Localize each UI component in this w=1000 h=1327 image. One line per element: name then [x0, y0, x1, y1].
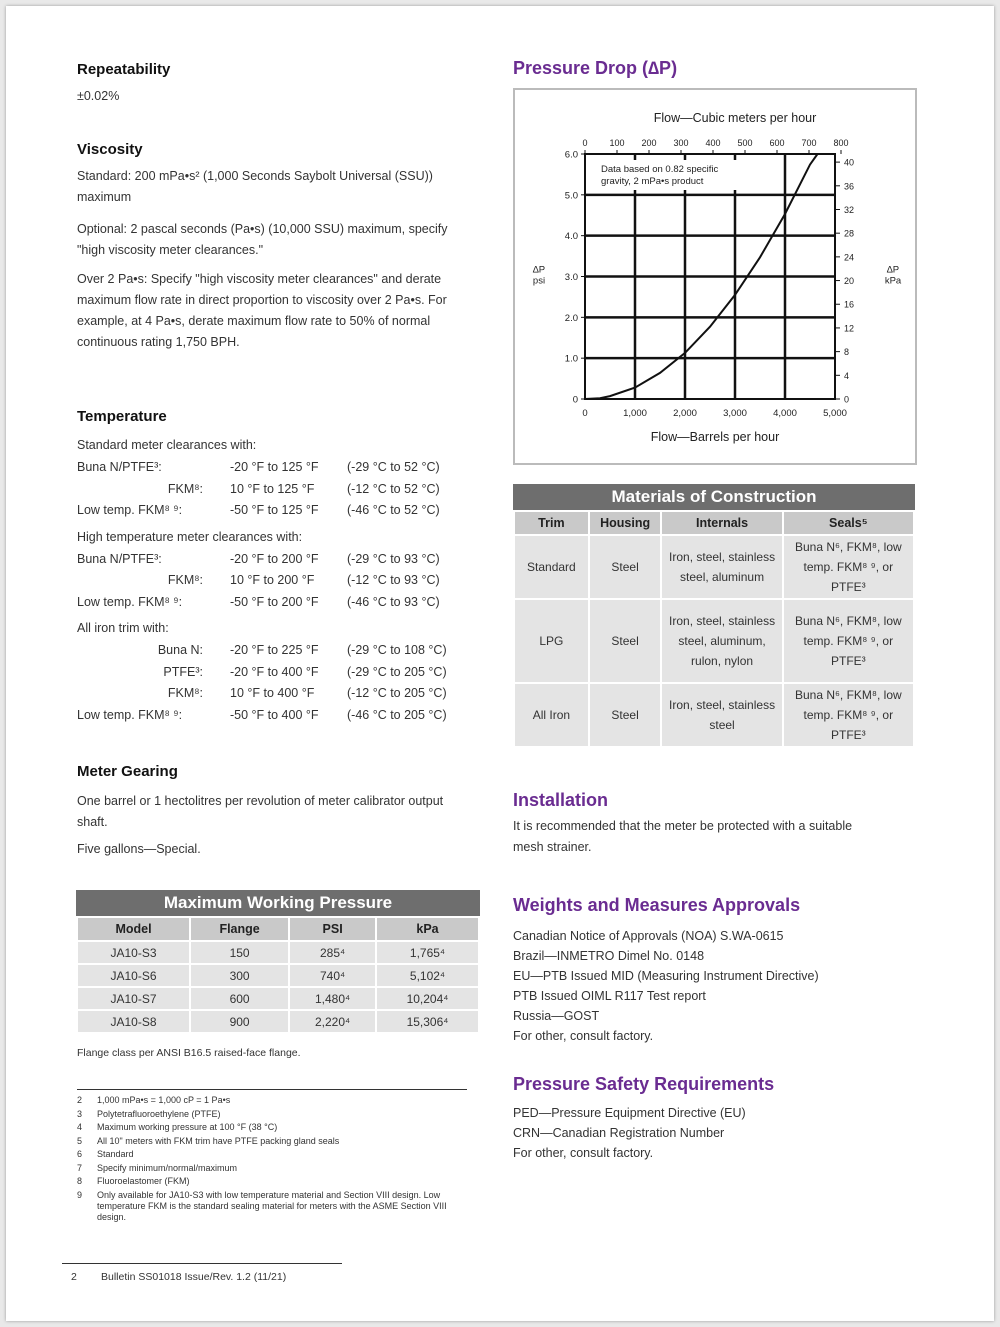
footnote-text: Specify minimum/normal/maximum: [97, 1162, 238, 1173]
y-tick-label: 4.0: [564, 231, 578, 243]
temperature-row: [77, 552, 477, 572]
materials-column-header: Internals: [662, 512, 781, 534]
y2-tick-label: 16: [844, 299, 855, 310]
viscosity-heading: Viscosity: [77, 141, 143, 158]
footnote: [77, 1122, 477, 1133]
approval-item: Brazil—INMETRO Dimel No. 0148: [513, 949, 705, 963]
materials-cell: Iron, steel, stainless steel, aluminum: [662, 536, 781, 598]
footer-divider: [62, 1263, 342, 1264]
mwp-cell: 600: [191, 988, 288, 1009]
document-page: [6, 6, 994, 1321]
installation-text: It is recommended that the meter be protected with a suitable mesh strainer.: [513, 819, 853, 854]
footnote-number: 7: [77, 1162, 83, 1173]
footnote: [77, 1095, 477, 1106]
max-working-pressure-table: [76, 890, 480, 1034]
footnote: [77, 1163, 477, 1174]
materials-cell: Buna N⁶, FKM⁸, low temp. FKM⁸ ⁹, or PTFE³: [784, 684, 913, 746]
temperature-fahrenheit: 10 °F to 200 °F: [230, 573, 315, 587]
approval-item: PTB Issued OIML R117 Test report: [513, 989, 706, 1003]
footnote-text: Standard: [97, 1149, 134, 1159]
y-tick-label: 2.0: [564, 312, 578, 324]
chart-title: Flow—Cubic meters per hour: [653, 111, 817, 125]
annotation-line: Data based on 0.82 specific: [601, 164, 719, 175]
temperature-celsius: (-46 °C to 205 °C): [347, 707, 447, 722]
temperature-celsius: (-12 °C to 93 °C): [347, 573, 440, 587]
x2-tick-label: 500: [737, 138, 753, 148]
repeatability-value: ±0.02%: [77, 89, 120, 103]
materials-cell: LPG: [515, 600, 588, 682]
viscosity-optional: Optional: 2 pascal seconds (Pa•s) (10,000 SSU) maximum, specify "high viscosity meter clearances.": [77, 222, 448, 257]
viscosity-over-2: Over 2 Pa•s: Specify "high viscosity meter clearances" and derate maximum flow rate in direct proportion to viscosity over 2 Pa•s. For example, at 4 Pa•s, derate maximum flow rate to 50% of normal continuous rating 1,750 BPH.: [77, 272, 447, 349]
meter-gearing-heading: Meter Gearing: [77, 763, 178, 780]
footnote-number: 5: [77, 1135, 83, 1146]
temperature-row: [77, 503, 477, 523]
y2-tick-label: 24: [844, 252, 855, 263]
footnote-number: 6: [77, 1149, 83, 1159]
temperature-fahrenheit: 10 °F to 400 °F: [230, 686, 315, 700]
materials-table: [513, 484, 915, 748]
temperature-celsius: (-29 °C to 52 °C): [347, 460, 440, 474]
mwp-cell: 740⁴: [290, 965, 375, 986]
temperature-row: [77, 595, 477, 615]
temperature-celsius: (-12 °C to 52 °C): [347, 481, 440, 496]
weights-measures-list: [513, 926, 819, 1046]
pressure-drop-chart-frame: [513, 88, 917, 465]
temperature-fahrenheit: 10 °F to 125 °F: [230, 481, 315, 496]
temperature-material: FKM⁸:: [167, 573, 203, 587]
mwp-cell: JA10-S3: [78, 942, 189, 963]
temperature-row: [77, 643, 477, 663]
y-tick-label: 0: [572, 394, 578, 406]
approval-item: Canadian Notice of Approvals (NOA) S.WA-0615: [513, 929, 784, 943]
temperature-material: Low temp. FKM⁸ ⁹:: [77, 594, 183, 609]
materials-cell: All Iron: [515, 684, 588, 746]
footnote: [77, 1109, 477, 1120]
x2-tick-label: 700: [801, 138, 817, 148]
flange-note: Flange class per ANSI B16.5 raised-face flange.: [77, 1047, 301, 1059]
temperature-celsius: (-29 °C to 93 °C): [347, 551, 440, 566]
materials-cell: Standard: [515, 536, 588, 598]
mwp-cell: 5,102⁴: [377, 965, 478, 986]
footnote-text: 1,000 mPa•s = 1,000 cP = 1 Pa•s: [97, 1095, 231, 1105]
mwp-column-header: Flange: [191, 918, 288, 940]
approval-item: Russia—GOST: [513, 1009, 600, 1023]
temperature-fahrenheit: -50 °F to 200 °F: [230, 594, 319, 609]
temperature-row: [77, 460, 477, 480]
temperature-material: FKM⁸:: [167, 481, 203, 496]
bulletin-ref: Bulletin SS01018 Issue/Rev. 1.2 (11/21): [101, 1271, 287, 1283]
y2-tick-label: 4: [844, 370, 850, 381]
temperature-row: [77, 665, 477, 685]
temperature-list: [77, 438, 477, 738]
footnote-number: 4: [77, 1122, 83, 1132]
mwp-cell: 285⁴: [290, 942, 375, 963]
weights-measures-heading: Weights and Measures Approvals: [513, 895, 801, 915]
materials-column-header: Seals⁵: [784, 512, 913, 534]
mwp-cell: 1,765⁴: [377, 942, 478, 963]
temperature-celsius: (-12 °C to 205 °C): [347, 686, 447, 700]
materials-cell: Iron, steel, stainless steel: [662, 684, 781, 746]
temperature-fahrenheit: -50 °F to 125 °F: [230, 503, 319, 517]
mwp-cell: JA10-S6: [78, 965, 189, 986]
x2-tick-label: 0: [582, 138, 588, 148]
mwp-column-header: Model: [78, 918, 189, 940]
temperature-group-title: High temperature meter clearances with:: [77, 529, 303, 544]
requirement-item: For other, consult factory.: [513, 1146, 654, 1160]
mwp-cell: 2,220⁴: [290, 1011, 375, 1032]
y-tick-label: 5.0: [564, 190, 578, 202]
footnote-number: 8: [77, 1176, 83, 1186]
mwp-cell: 15,306⁴: [377, 1011, 478, 1032]
temperature-celsius: (-29 °C to 205 °C): [347, 664, 447, 679]
materials-column-header: Trim: [515, 512, 588, 534]
page-number: 2: [71, 1271, 77, 1283]
temperature-material: FKM⁸:: [167, 686, 203, 700]
temperature-celsius: (-46 °C to 52 °C): [347, 503, 440, 517]
temperature-fahrenheit: -20 °F to 200 °F: [230, 551, 319, 566]
temperature-row: [77, 573, 477, 593]
mwp-column-header: kPa: [377, 918, 478, 940]
y-axis-label-part: ∆P: [532, 264, 546, 276]
mwp-cell: JA10-S7: [78, 988, 189, 1009]
viscosity-standard: Standard: 200 mPa•s² (1,000 Seconds Saybolt Universal (SSU)) maximum: [77, 169, 433, 204]
pressure-drop-chart: [515, 90, 915, 463]
y2-tick-label: 28: [844, 228, 855, 239]
footnote: [77, 1136, 477, 1147]
pressure-drop-heading: Pressure Drop (∆P): [513, 58, 678, 78]
y-axis-label-part: psi: [532, 275, 546, 287]
approval-item: EU—PTB Issued MID (Measuring Instrument Directive): [513, 969, 819, 983]
y-axis-label: [533, 265, 545, 287]
materials-column-header: Housing: [590, 512, 661, 534]
x-tick-label: 0: [582, 408, 588, 419]
footnote-text: Only available for JA10-S3 with low temperature material and Section VIII design. Low temperature FKM is the standard sealing material for meters with the ASME Section VIII design.: [97, 1189, 447, 1222]
requirement-item: CRN—Canadian Registration Number: [513, 1126, 725, 1140]
materials-table-row: [515, 600, 913, 682]
temperature-material: Low temp. FKM⁸ ⁹:: [77, 503, 183, 517]
footnote: [77, 1190, 477, 1223]
temperature-material: Buna N:: [157, 643, 203, 657]
x-tick-label: 3,000: [723, 408, 747, 419]
footnote-text: Maximum working pressure at 100 °F (38 °C): [97, 1122, 278, 1132]
temperature-row: [77, 482, 477, 502]
mwp-cell: 10,204⁴: [377, 988, 478, 1009]
y2-tick-label: 36: [844, 181, 855, 192]
y2-axis-label: [885, 265, 902, 287]
temperature-heading: Temperature: [77, 408, 167, 425]
x2-tick-label: 800: [833, 138, 849, 148]
materials-cell: Buna N⁶, FKM⁸, low temp. FKM⁸ ⁹, or PTFE³: [784, 536, 913, 598]
materials-cell: Iron, steel, stainless steel, aluminum, rulon, nylon: [662, 600, 781, 682]
temperature-celsius: (-29 °C to 108 °C): [347, 643, 447, 657]
footnotes: [77, 1095, 477, 1225]
y-tick-label: 3.0: [564, 272, 578, 283]
mwp-cell: 1,480⁴: [290, 988, 375, 1009]
x2-tick-label: 200: [641, 138, 657, 148]
temperature-fahrenheit: -20 °F to 400 °F: [230, 664, 319, 679]
mwp-table-row: [78, 988, 478, 1009]
mwp-table-title: Maximum Working Pressure: [76, 890, 480, 916]
temperature-celsius: (-46 °C to 93 °C): [347, 594, 440, 609]
x2-tick-label: 300: [673, 138, 689, 148]
y2-tick-label: 0: [844, 394, 850, 405]
y-tick-label: 1.0: [564, 353, 578, 365]
repeatability-heading: Repeatability: [77, 61, 171, 78]
mwp-column-header: PSI: [290, 918, 375, 940]
y2-tick-label: 8: [844, 347, 850, 358]
mwp-table-row: [78, 1011, 478, 1032]
y2-tick-label: 40: [844, 157, 855, 168]
footnote-text: All 10" meters with FKM trim have PTFE packing gland seals: [97, 1135, 340, 1146]
x2-tick-label: 400: [705, 138, 721, 148]
x-tick-label: 2,000: [673, 408, 697, 419]
pressure-safety-list: [513, 1103, 746, 1163]
footnote-number: 9: [77, 1189, 83, 1200]
materials-cell: Steel: [590, 600, 661, 682]
materials-cell: Buna N⁶, FKM⁸, low temp. FKM⁸ ⁹, or PTFE³: [784, 600, 913, 682]
temperature-group-title: All iron trim with:: [77, 621, 169, 635]
materials-cell: Steel: [590, 536, 661, 598]
temperature-material: PTFE³:: [163, 664, 203, 679]
temperature-material: Buna N/PTFE³:: [77, 460, 162, 474]
temperature-material: Low temp. FKM⁸ ⁹:: [77, 707, 183, 722]
temperature-row: [77, 686, 477, 706]
footnote: [77, 1176, 477, 1187]
footnote-number: 3: [77, 1108, 83, 1119]
footnote-text: Fluoroelastomer (FKM): [97, 1176, 190, 1186]
mwp-cell: 900: [191, 1011, 288, 1032]
meter-gearing-special: Five gallons—Special.: [77, 842, 201, 856]
x-tick-label: 5,000: [823, 408, 847, 419]
mwp-cell: JA10-S8: [78, 1011, 189, 1032]
mwp-table-row: [78, 942, 478, 963]
mwp-cell: 300: [191, 965, 288, 986]
mwp-table-row: [78, 965, 478, 986]
materials-table-title: Materials of Construction: [513, 484, 915, 510]
pressure-safety-heading: Pressure Safety Requirements: [513, 1074, 775, 1094]
temperature-row: [77, 708, 477, 728]
x-tick-label: 1,000: [623, 408, 647, 419]
chart-annotation: [601, 164, 718, 187]
y-tick-label: 6.0: [564, 149, 578, 161]
y2-axis-label-part: ∆P: [886, 264, 900, 276]
footnote: [77, 1149, 477, 1160]
temperature-fahrenheit: -20 °F to 225 °F: [230, 643, 319, 657]
footnote-divider: [77, 1089, 467, 1090]
y2-tick-label: 12: [844, 323, 855, 334]
temperature-fahrenheit: -50 °F to 400 °F: [230, 707, 319, 722]
requirement-item: PED—Pressure Equipment Directive (EU): [513, 1106, 746, 1120]
annotation-line: gravity, 2 mPa•s product: [601, 176, 704, 187]
y2-axis-label-part: kPa: [884, 275, 902, 287]
materials-table-row: [515, 536, 913, 598]
footnote-text: Polytetrafluoroethylene (PTFE): [97, 1108, 221, 1119]
materials-table-row: [515, 684, 913, 746]
approval-item: For other, consult factory.: [513, 1029, 654, 1043]
mwp-cell: 150: [191, 942, 288, 963]
installation-heading: Installation: [513, 790, 609, 810]
temperature-fahrenheit: -20 °F to 125 °F: [230, 460, 319, 474]
x2-tick-label: 600: [769, 138, 785, 148]
y2-tick-label: 32: [844, 204, 855, 215]
x-axis-label: Flow—Barrels per hour: [650, 430, 780, 444]
x2-tick-label: 100: [609, 138, 625, 148]
x-tick-label: 4,000: [773, 408, 797, 419]
meter-gearing-text: One barrel or 1 hectolitres per revolution of meter calibrator output shaft.: [77, 794, 444, 829]
footnote-number: 2: [77, 1095, 83, 1105]
y2-tick-label: 20: [844, 276, 855, 287]
temperature-material: Buna N/PTFE³:: [77, 551, 162, 566]
materials-cell: Steel: [590, 684, 661, 746]
temperature-group-title: Standard meter clearances with:: [77, 438, 257, 452]
